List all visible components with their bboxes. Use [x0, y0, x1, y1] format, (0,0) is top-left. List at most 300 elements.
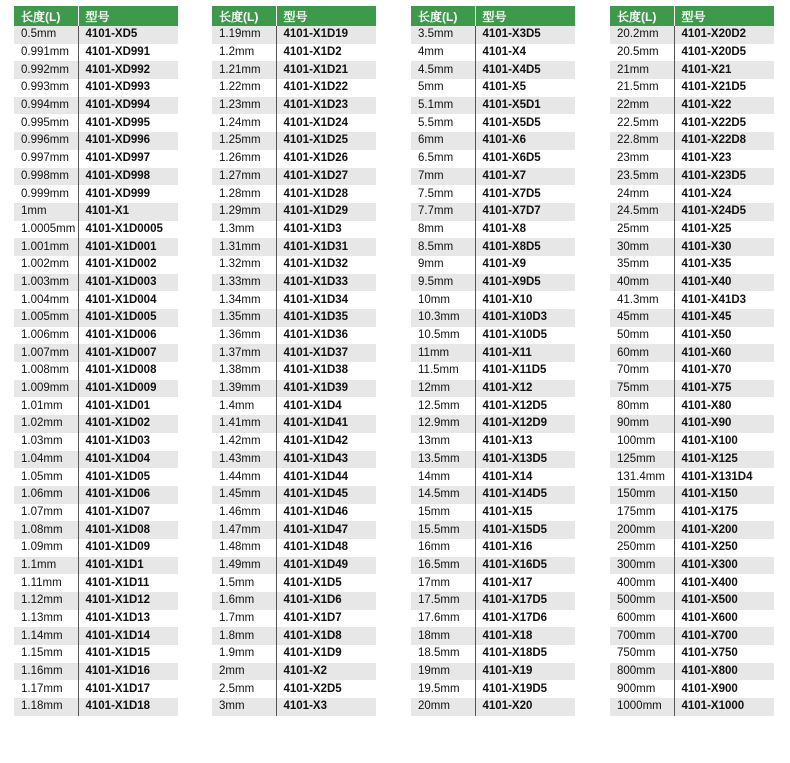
length-cell: 8.5mm — [411, 238, 475, 256]
model-cell: 4101-X1D02 — [78, 415, 178, 433]
model-cell: 4101-X1D23 — [276, 97, 376, 115]
model-cell: 4101-X4 — [475, 44, 575, 62]
length-cell: 14mm — [411, 468, 475, 486]
length-cell: 6.5mm — [411, 150, 475, 168]
length-cell: 19.5mm — [411, 680, 475, 698]
table-row — [14, 663, 178, 681]
model-cell: 4101-X2 — [276, 663, 376, 681]
model-cell: 4101-X1D11 — [78, 574, 178, 592]
table-row — [610, 504, 774, 522]
spec-table-2 — [212, 6, 376, 716]
length-cell: 1.1mm — [14, 557, 78, 575]
length-cell: 0.992mm — [14, 61, 78, 79]
model-cell: 4101-X1D07 — [78, 504, 178, 522]
model-cell: 4101-X12D5 — [475, 397, 575, 415]
model-cell: 4101-X1D16 — [78, 663, 178, 681]
length-cell: 24.5mm — [610, 203, 674, 221]
length-cell: 16.5mm — [411, 557, 475, 575]
table-row — [411, 256, 575, 274]
table-row — [212, 203, 376, 221]
model-cell: 4101-X2D5 — [276, 680, 376, 698]
model-cell: 4101-X80 — [674, 397, 774, 415]
table-row — [212, 26, 376, 44]
length-cell: 1.29mm — [212, 203, 276, 221]
table-row — [212, 627, 376, 645]
model-cell: 4101-XD991 — [78, 44, 178, 62]
model-cell: 4101-X45 — [674, 309, 774, 327]
length-cell: 10.3mm — [411, 309, 475, 327]
length-cell: 1.09mm — [14, 539, 78, 557]
length-cell: 0.5mm — [14, 26, 78, 44]
table-row — [212, 44, 376, 62]
length-cell: 41.3mm — [610, 291, 674, 309]
model-cell: 4101-X1D002 — [78, 256, 178, 274]
model-cell: 4101-X15D5 — [475, 521, 575, 539]
table-row — [212, 344, 376, 362]
length-cell: 22.5mm — [610, 114, 674, 132]
table-row — [212, 574, 376, 592]
model-cell: 4101-X1D2 — [276, 44, 376, 62]
model-cell: 4101-X250 — [674, 539, 774, 557]
model-cell: 4101-X1D006 — [78, 327, 178, 345]
model-cell: 4101-X131D4 — [674, 468, 774, 486]
length-cell: 300mm — [610, 557, 674, 575]
model-cell: 4101-X41D3 — [674, 291, 774, 309]
length-cell: 1.8mm — [212, 627, 276, 645]
length-cell: 18mm — [411, 627, 475, 645]
model-cell: 4101-X1D05 — [78, 468, 178, 486]
model-cell: 4101-X50 — [674, 327, 774, 345]
length-cell: 0.991mm — [14, 44, 78, 62]
length-cell: 1.42mm — [212, 433, 276, 451]
table-row — [14, 256, 178, 274]
table-row — [212, 557, 376, 575]
model-cell: 4101-XD996 — [78, 132, 178, 150]
table-row — [14, 274, 178, 292]
length-cell: 0.999mm — [14, 185, 78, 203]
table-row — [212, 380, 376, 398]
length-cell: 1000mm — [610, 698, 674, 716]
length-cell: 21mm — [610, 61, 674, 79]
length-cell: 1.01mm — [14, 397, 78, 415]
table-row — [212, 61, 376, 79]
table-row — [610, 680, 774, 698]
table-row — [212, 114, 376, 132]
table-row — [212, 185, 376, 203]
table-row — [610, 221, 774, 239]
length-cell: 9mm — [411, 256, 475, 274]
table-row — [610, 150, 774, 168]
length-cell: 1.02mm — [14, 415, 78, 433]
model-cell: 4101-X1D03 — [78, 433, 178, 451]
model-cell: 4101-X5 — [475, 79, 575, 97]
length-cell: 1.48mm — [212, 539, 276, 557]
length-cell: 70mm — [610, 362, 674, 380]
model-cell: 4101-X10D3 — [475, 309, 575, 327]
model-cell: 4101-X400 — [674, 574, 774, 592]
model-cell: 4101-X1D08 — [78, 521, 178, 539]
length-cell: 1.25mm — [212, 132, 276, 150]
model-cell: 4101-X300 — [674, 557, 774, 575]
length-cell: 1.37mm — [212, 344, 276, 362]
table-row — [411, 44, 575, 62]
length-cell: 125mm — [610, 451, 674, 469]
model-cell: 4101-X1D6 — [276, 592, 376, 610]
length-cell: 23mm — [610, 150, 674, 168]
model-cell: 4101-X1D009 — [78, 380, 178, 398]
table-row — [411, 26, 575, 44]
table-row — [610, 97, 774, 115]
model-cell: 4101-X1D27 — [276, 168, 376, 186]
model-cell: 4101-X16D5 — [475, 557, 575, 575]
table-row — [212, 610, 376, 628]
length-cell: 2.5mm — [212, 680, 276, 698]
table-row — [14, 44, 178, 62]
table-row — [411, 433, 575, 451]
model-cell: 4101-XD992 — [78, 61, 178, 79]
table-row — [14, 539, 178, 557]
model-cell: 4101-X7D7 — [475, 203, 575, 221]
table-row — [14, 592, 178, 610]
table-body — [610, 26, 774, 716]
table-row — [14, 627, 178, 645]
table-row — [411, 451, 575, 469]
model-cell: 4101-X1D44 — [276, 468, 376, 486]
model-cell: 4101-X1D33 — [276, 274, 376, 292]
length-cell: 1.08mm — [14, 521, 78, 539]
length-cell: 15.5mm — [411, 521, 475, 539]
table-row — [411, 274, 575, 292]
model-cell: 4101-X175 — [674, 504, 774, 522]
length-cell: 1.5mm — [212, 574, 276, 592]
table-row — [610, 380, 774, 398]
table-row — [14, 521, 178, 539]
model-cell: 4101-X12D9 — [475, 415, 575, 433]
table-row — [14, 610, 178, 628]
model-cell: 4101-X13D5 — [475, 451, 575, 469]
model-cell: 4101-X18D5 — [475, 645, 575, 663]
length-cell: 1.006mm — [14, 327, 78, 345]
model-cell: 4101-X600 — [674, 610, 774, 628]
length-cell: 1.11mm — [14, 574, 78, 592]
table-row — [411, 327, 575, 345]
length-cell: 14.5mm — [411, 486, 475, 504]
length-cell: 3.5mm — [411, 26, 475, 44]
model-cell: 4101-X100 — [674, 433, 774, 451]
length-cell: 1.36mm — [212, 327, 276, 345]
model-cell: 4101-XD998 — [78, 168, 178, 186]
model-cell: 4101-X22D5 — [674, 114, 774, 132]
table-row — [14, 291, 178, 309]
table-row — [14, 114, 178, 132]
table-header-row — [411, 6, 575, 26]
length-cell: 30mm — [610, 238, 674, 256]
table-row — [14, 557, 178, 575]
length-cell: 22mm — [610, 97, 674, 115]
table-row — [212, 221, 376, 239]
table-row — [610, 486, 774, 504]
model-cell: 4101-X1D45 — [276, 486, 376, 504]
model-cell: 4101-X1D26 — [276, 150, 376, 168]
length-cell: 1.44mm — [212, 468, 276, 486]
length-cell: 200mm — [610, 521, 674, 539]
model-cell: 4101-X1D01 — [78, 397, 178, 415]
model-cell: 4101-X16 — [475, 539, 575, 557]
table-row — [14, 504, 178, 522]
table-row — [610, 168, 774, 186]
table-row — [411, 486, 575, 504]
table-row — [212, 680, 376, 698]
length-cell: 0.996mm — [14, 132, 78, 150]
length-cell: 0.993mm — [14, 79, 78, 97]
length-cell: 500mm — [610, 592, 674, 610]
model-cell: 4101-X23D5 — [674, 168, 774, 186]
length-cell: 0.998mm — [14, 168, 78, 186]
table-row — [610, 557, 774, 575]
length-cell: 1.07mm — [14, 504, 78, 522]
table-row — [411, 592, 575, 610]
model-cell: 4101-X6D5 — [475, 150, 575, 168]
length-cell: 250mm — [610, 539, 674, 557]
length-cell: 0.997mm — [14, 150, 78, 168]
table-row — [14, 150, 178, 168]
model-cell: 4101-X1D35 — [276, 309, 376, 327]
model-cell: 4101-X1D001 — [78, 238, 178, 256]
table-row — [14, 97, 178, 115]
table-row — [610, 592, 774, 610]
table-row — [14, 238, 178, 256]
length-cell: 1.05mm — [14, 468, 78, 486]
length-cell: 1.04mm — [14, 451, 78, 469]
model-cell: 4101-X1D008 — [78, 362, 178, 380]
model-cell: 4101-X1D13 — [78, 610, 178, 628]
table-row — [610, 539, 774, 557]
length-cell: 131.4mm — [610, 468, 674, 486]
model-header: 型号 — [475, 6, 575, 26]
model-cell: 4101-X1D22 — [276, 79, 376, 97]
table-row — [610, 61, 774, 79]
length-cell: 10.5mm — [411, 327, 475, 345]
length-cell: 1.43mm — [212, 451, 276, 469]
table-row — [14, 433, 178, 451]
length-cell: 80mm — [610, 397, 674, 415]
table-row — [14, 344, 178, 362]
model-cell: 4101-X1D4 — [276, 397, 376, 415]
length-cell: 20.2mm — [610, 26, 674, 44]
table-row — [610, 26, 774, 44]
model-cell: 4101-X20 — [475, 698, 575, 716]
table-row — [411, 221, 575, 239]
length-cell: 1.45mm — [212, 486, 276, 504]
model-cell: 4101-X17 — [475, 574, 575, 592]
length-cell: 1.3mm — [212, 221, 276, 239]
table-row — [411, 380, 575, 398]
length-cell: 1.003mm — [14, 274, 78, 292]
model-cell: 4101-X13 — [475, 433, 575, 451]
length-cell: 750mm — [610, 645, 674, 663]
model-cell: 4101-XD995 — [78, 114, 178, 132]
table-row — [411, 344, 575, 362]
table-row — [411, 574, 575, 592]
length-cell: 1.47mm — [212, 521, 276, 539]
model-cell: 4101-X75 — [674, 380, 774, 398]
table-body — [212, 26, 376, 716]
length-cell: 1.6mm — [212, 592, 276, 610]
model-cell: 4101-XD994 — [78, 97, 178, 115]
model-cell: 4101-X1D18 — [78, 698, 178, 716]
length-cell: 175mm — [610, 504, 674, 522]
model-cell: 4101-X7D5 — [475, 185, 575, 203]
table-row — [411, 185, 575, 203]
model-cell: 4101-X30 — [674, 238, 774, 256]
length-cell: 1.39mm — [212, 380, 276, 398]
model-cell: 4101-X1D14 — [78, 627, 178, 645]
model-cell: 4101-X14D5 — [475, 486, 575, 504]
table-row — [610, 79, 774, 97]
table-row — [212, 327, 376, 345]
length-cell: 1.26mm — [212, 150, 276, 168]
length-cell: 1.38mm — [212, 362, 276, 380]
model-cell: 4101-X1D15 — [78, 645, 178, 663]
length-cell: 23.5mm — [610, 168, 674, 186]
length-cell: 7.5mm — [411, 185, 475, 203]
model-header: 型号 — [674, 6, 774, 26]
table-row — [14, 486, 178, 504]
length-cell: 17.5mm — [411, 592, 475, 610]
model-cell: 4101-X1D34 — [276, 291, 376, 309]
length-header: 长度(L) — [212, 6, 276, 26]
table-row — [610, 698, 774, 716]
model-cell: 4101-X1D32 — [276, 256, 376, 274]
length-cell: 1.15mm — [14, 645, 78, 663]
table-row — [212, 451, 376, 469]
model-cell: 4101-X1D36 — [276, 327, 376, 345]
table-row — [411, 397, 575, 415]
table-row — [610, 451, 774, 469]
length-cell: 17mm — [411, 574, 475, 592]
table-row — [411, 132, 575, 150]
length-cell: 600mm — [610, 610, 674, 628]
length-cell: 25mm — [610, 221, 674, 239]
table-row — [14, 680, 178, 698]
length-cell: 7mm — [411, 168, 475, 186]
model-cell: 4101-X18 — [475, 627, 575, 645]
model-cell: 4101-X1 — [78, 203, 178, 221]
table-row — [610, 291, 774, 309]
length-cell: 40mm — [610, 274, 674, 292]
length-cell: 1.21mm — [212, 61, 276, 79]
table-row — [14, 451, 178, 469]
model-cell: 4101-X1D5 — [276, 574, 376, 592]
table-row — [610, 521, 774, 539]
length-cell: 1.49mm — [212, 557, 276, 575]
length-cell: 45mm — [610, 309, 674, 327]
length-cell: 35mm — [610, 256, 674, 274]
length-cell: 0.994mm — [14, 97, 78, 115]
length-cell: 1.7mm — [212, 610, 276, 628]
length-cell: 7.7mm — [411, 203, 475, 221]
length-cell: 1.13mm — [14, 610, 78, 628]
table-row — [411, 610, 575, 628]
model-cell: 4101-X10 — [475, 291, 575, 309]
model-cell: 4101-X1D42 — [276, 433, 376, 451]
table-row — [212, 274, 376, 292]
table-row — [411, 645, 575, 663]
length-cell: 13mm — [411, 433, 475, 451]
length-header: 长度(L) — [411, 6, 475, 26]
table-row — [411, 168, 575, 186]
length-cell: 3mm — [212, 698, 276, 716]
table-row — [610, 203, 774, 221]
model-cell: 4101-X125 — [674, 451, 774, 469]
table-row — [610, 362, 774, 380]
length-cell: 16mm — [411, 539, 475, 557]
length-cell: 19mm — [411, 663, 475, 681]
length-cell: 10mm — [411, 291, 475, 309]
length-cell: 1.27mm — [212, 168, 276, 186]
model-cell: 4101-X700 — [674, 627, 774, 645]
model-cell: 4101-X17D5 — [475, 592, 575, 610]
length-cell: 4mm — [411, 44, 475, 62]
model-cell: 4101-X12 — [475, 380, 575, 398]
length-cell: 1.46mm — [212, 504, 276, 522]
table-row — [610, 397, 774, 415]
table-row — [14, 415, 178, 433]
table-row — [411, 539, 575, 557]
table-row — [411, 627, 575, 645]
model-cell: 4101-X1D38 — [276, 362, 376, 380]
length-cell: 15mm — [411, 504, 475, 522]
table-row — [212, 97, 376, 115]
model-cell: 4101-X1D25 — [276, 132, 376, 150]
length-cell: 1.06mm — [14, 486, 78, 504]
model-cell: 4101-X3D5 — [475, 26, 575, 44]
model-cell: 4101-X1D1 — [78, 557, 178, 575]
length-cell: 4.5mm — [411, 61, 475, 79]
table-row — [14, 468, 178, 486]
length-cell: 1.4mm — [212, 397, 276, 415]
length-cell: 1.03mm — [14, 433, 78, 451]
length-cell: 22.8mm — [610, 132, 674, 150]
table-row — [610, 433, 774, 451]
table-row — [212, 468, 376, 486]
table-row — [411, 504, 575, 522]
length-cell: 18.5mm — [411, 645, 475, 663]
length-cell: 1mm — [14, 203, 78, 221]
length-cell: 100mm — [610, 433, 674, 451]
table-row — [610, 44, 774, 62]
length-cell: 20.5mm — [610, 44, 674, 62]
table-row — [411, 309, 575, 327]
model-cell: 4101-X25 — [674, 221, 774, 239]
length-cell: 21.5mm — [610, 79, 674, 97]
model-cell: 4101-X4D5 — [475, 61, 575, 79]
model-cell: 4101-X40 — [674, 274, 774, 292]
model-cell: 4101-X1D12 — [78, 592, 178, 610]
model-cell: 4101-X11D5 — [475, 362, 575, 380]
model-cell: 4101-X3 — [276, 698, 376, 716]
table-row — [411, 97, 575, 115]
length-cell: 12.5mm — [411, 397, 475, 415]
table-row — [212, 397, 376, 415]
length-cell: 12.9mm — [411, 415, 475, 433]
model-cell: 4101-X7 — [475, 168, 575, 186]
model-cell: 4101-X24D5 — [674, 203, 774, 221]
length-cell: 11mm — [411, 344, 475, 362]
model-cell: 4101-X1D3 — [276, 221, 376, 239]
model-cell: 4101-X9D5 — [475, 274, 575, 292]
table-row — [14, 645, 178, 663]
